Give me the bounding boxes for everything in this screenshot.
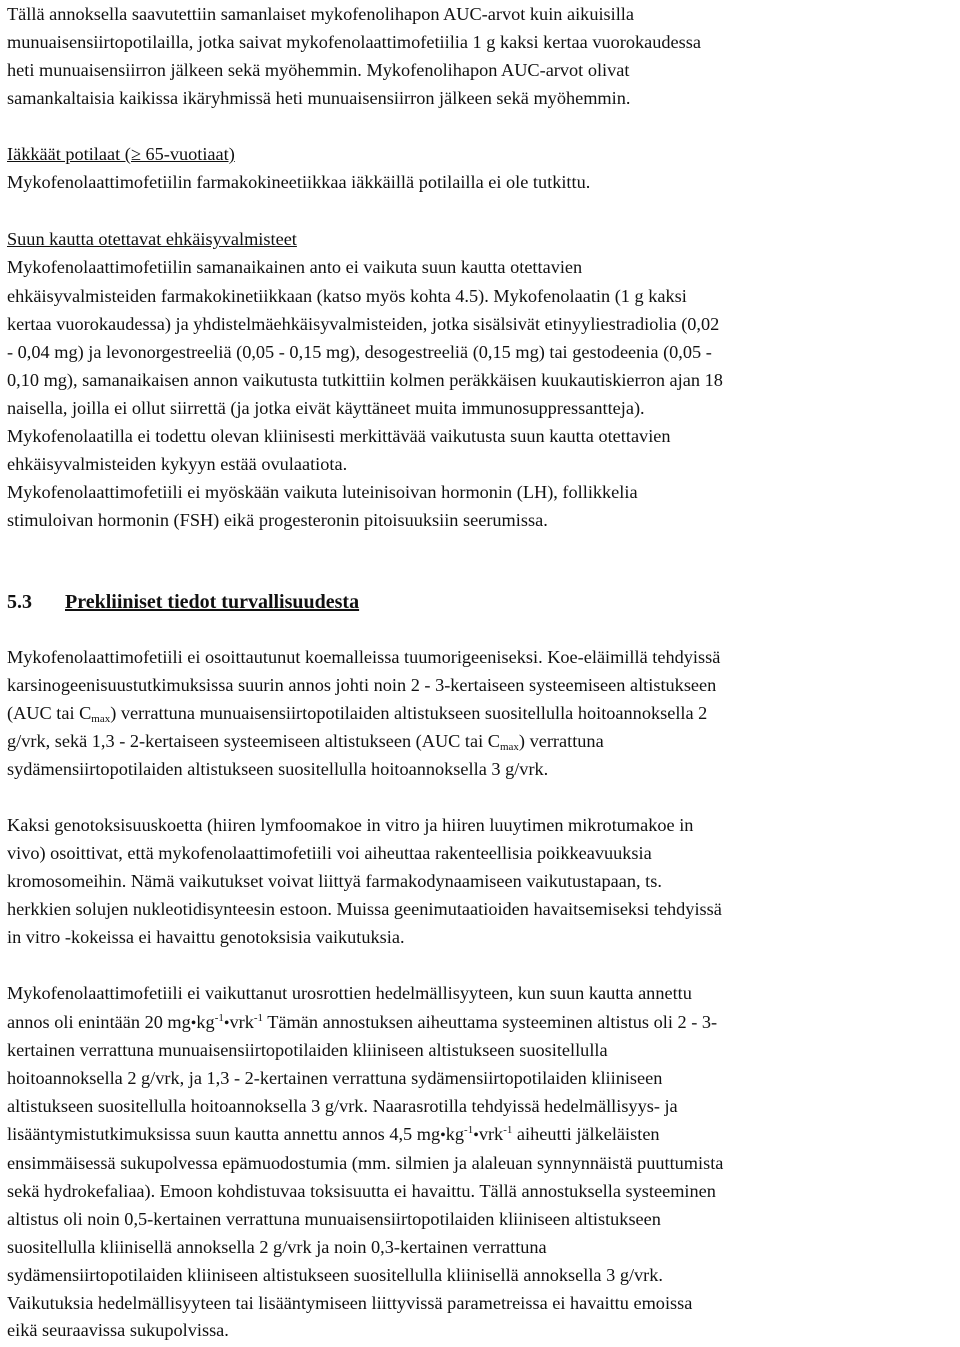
paragraph-line: lisääntymistutkimuksissa suun kautta annettu annos 4,5 $mg•kg^{-1}•vrk^{-1}$ aiheutti jälkeläisten — [7, 1124, 660, 1144]
paragraph-line: ensimmäisessä sukupolvessa epämuodostumia (mm. silmien ja alaleuan synnynnäistä puuttumista — [7, 1153, 724, 1173]
paragraph-line: Mykofenolaatilla ei todettu olevan kliinisesti merkittävää vaikutusta suun kautta otettavien — [7, 426, 671, 446]
paragraph-line: Vaikutuksia hedelmällisyyteen tai lisääntymiseen liittyvissä parametreissa ei havaittu emoissa — [7, 1293, 693, 1313]
paragraph-line: 0,10 mg), samanaikaisen annon vaikutusta tutkittiin kolmen peräkkäisen kuukautiskierron ajan 18 — [7, 370, 723, 390]
paragraph-line: Mykofenolaattimofetiilin farmakokineetiikkaa iäkkäillä potilailla ei ole tutkittu. — [7, 172, 591, 192]
paragraph-line: naisella, joilla ei ollut siirrettä (ja jotka eivät käyttäneet muita immunosuppressantteja). — [7, 398, 645, 418]
subheading-contraceptives: Suun kautta otettavat ehkäisyvalmisteet — [7, 229, 297, 249]
paragraph-line: herkkien solujen nukleotidisynteesin estoon. Muissa geenimutaatioiden havaitsemiseksi tehdyissä — [7, 899, 722, 919]
paragraph-line: hoitoannoksella 2 g/vrk, ja 1,3 - 2-kertainen verrattuna sydämensiirtopotilaiden kliiniseen — [7, 1068, 663, 1088]
paragraph-line: kertaa vuorokaudessa) ja yhdistelmäehkäisyvalmisteiden, jotka sisälsivät etinyyliestradiolia (0,02 — [7, 314, 720, 334]
paragraph-line: stimuloivan hormonin (FSH) eikä progesteronin pitoisuuksiin seerumissa. — [7, 510, 548, 530]
section-title: Prekliiniset tiedot turvallisuudesta — [65, 591, 360, 613]
paragraph-line: vivo) osoittivat, että mykofenolaattimofetiili voi aiheuttaa rakenteellisia poikkeavuuksia — [7, 843, 652, 863]
paragraph-line: altistukseen suositellulla hoitoannoksella 3 g/vrk. Naarasrotilla tehdyissä hedelmällisyys- ja — [7, 1096, 678, 1116]
paragraph-line: ehkäisyvalmisteiden farmakokinetiikkaan (katso myös kohta 4.5). Mykofenolaatin (1 g kaksi — [7, 286, 687, 306]
paragraph-line: (AUC tai $C_{max}$) verrattuna munuaisensiirtopotilaiden altistukseen suositellulla hoitoannoksella 2 — [7, 703, 708, 725]
paragraph-line: kromosomeihin. Nämä vaikutukset voivat liittyä farmakodynaamiseen vaikutustapaan, ts. — [7, 871, 662, 891]
paragraph-line: Mykofenolaattimofetiili ei vaikuttanut urosrottien hedelmällisyyteen, kun suun kautta annettu — [7, 983, 692, 1003]
paragraph-line: sekä hydrokefaliaa). Emoon kohdistuvaa toksisuutta ei havaittu. Tällä annostuksella systeeminen — [7, 1181, 716, 1201]
paragraph-line: ehkäisyvalmisteiden kykyyn estää ovulaatiota. — [7, 454, 348, 474]
paragraph-line: munuaisensiirtopotilailla, jotka saivat mykofenolaattimofetiilia 1 g kaksi kertaa vuorokaudessa — [7, 32, 702, 52]
paragraph-line: Mykofenolaattimofetiilin samanaikainen anto ei vaikuta suun kautta otettavien — [7, 257, 583, 277]
paragraph-line: - 0,04 mg) ja levonorgestreeliä (0,05 - 0,15 mg), desogestreeliä (0,15 mg) tai gestodeenia (0,05 - — [7, 342, 712, 362]
paragraph-line: Tällä annoksella saavutettiin samanlaiset mykofenolihapon AUC-arvot kuin aikuisilla — [7, 4, 634, 24]
section-heading — [7, 588, 359, 617]
paragraph-line: Mykofenolaattimofetiili ei myöskään vaikuta luteinisoivan hormonin (LH), follikkelia — [7, 482, 638, 502]
paragraph-line: suositellulla kliinisellä annoksella 2 g/vrk ja noin 0,3-kertainen verrattuna — [7, 1237, 547, 1257]
paragraph-line: heti munuaisensiirron jälkeen sekä myöhemmin. Mykofenolihapon AUC-arvot olivat — [7, 60, 630, 80]
paragraph-line: samankaltaisia kaikissa ikäryhmissä heti munuaisensiirron jälkeen sekä myöhemmin. — [7, 88, 631, 108]
paragraph-line: kertainen verrattuna munuaisensiirtopotilaiden kliiniseen altistukseen suositellulla — [7, 1040, 608, 1060]
paragraph-line: Kaksi genotoksisuuskoetta (hiiren lymfoomakoe in vitro ja hiiren luuytimen mikrotumakoe in — [7, 815, 694, 835]
paragraph-line: in vitro -kokeissa ei havaittu genotoksisia vaikutuksia. — [7, 927, 405, 947]
paragraph-line: annos oli enintään 20 $mg•kg^{-1}•vrk^{-1}$ Tämän annostuksen aiheuttama systeeminen altistus oli 2 - 3- — [7, 1012, 718, 1032]
paragraph-line: Mykofenolaattimofetiili ei osoittautunut koemalleissa tuumorigeeniseksi. Koe-eläimillä tehdyissä — [7, 647, 721, 667]
subheading-elderly: Iäkkäät potilaat (≥ 65-vuotiaat) — [7, 144, 235, 164]
paragraph-line: sydämensiirtopotilaiden kliiniseen altistukseen suositellulla kliinisellä annoksella 3 g/vrk. — [7, 1265, 663, 1285]
paragraph-line: karsinogeenisuustutkimuksissa suurin annos johti noin 2 - 3-kertaiseen systeemiseen altistukseen — [7, 675, 717, 695]
paragraph-line: g/vrk, sekä 1,3 - 2-kertaiseen systeemiseen altistukseen (AUC tai $C_{max}$) verrattuna — [7, 731, 604, 753]
paragraph-line: eikä seuraavissa sukupolvissa. — [7, 1320, 229, 1340]
paragraph-line: sydämensiirtopotilaiden altistukseen suositellulla hoitoannoksella 3 g/vrk. — [7, 759, 549, 779]
paragraph-line: altistus oli noin 0,5-kertainen verrattuna munuaisensiirtopotilaiden kliiniseen altistukseen — [7, 1209, 661, 1229]
section-number: 5.3 — [7, 591, 32, 613]
